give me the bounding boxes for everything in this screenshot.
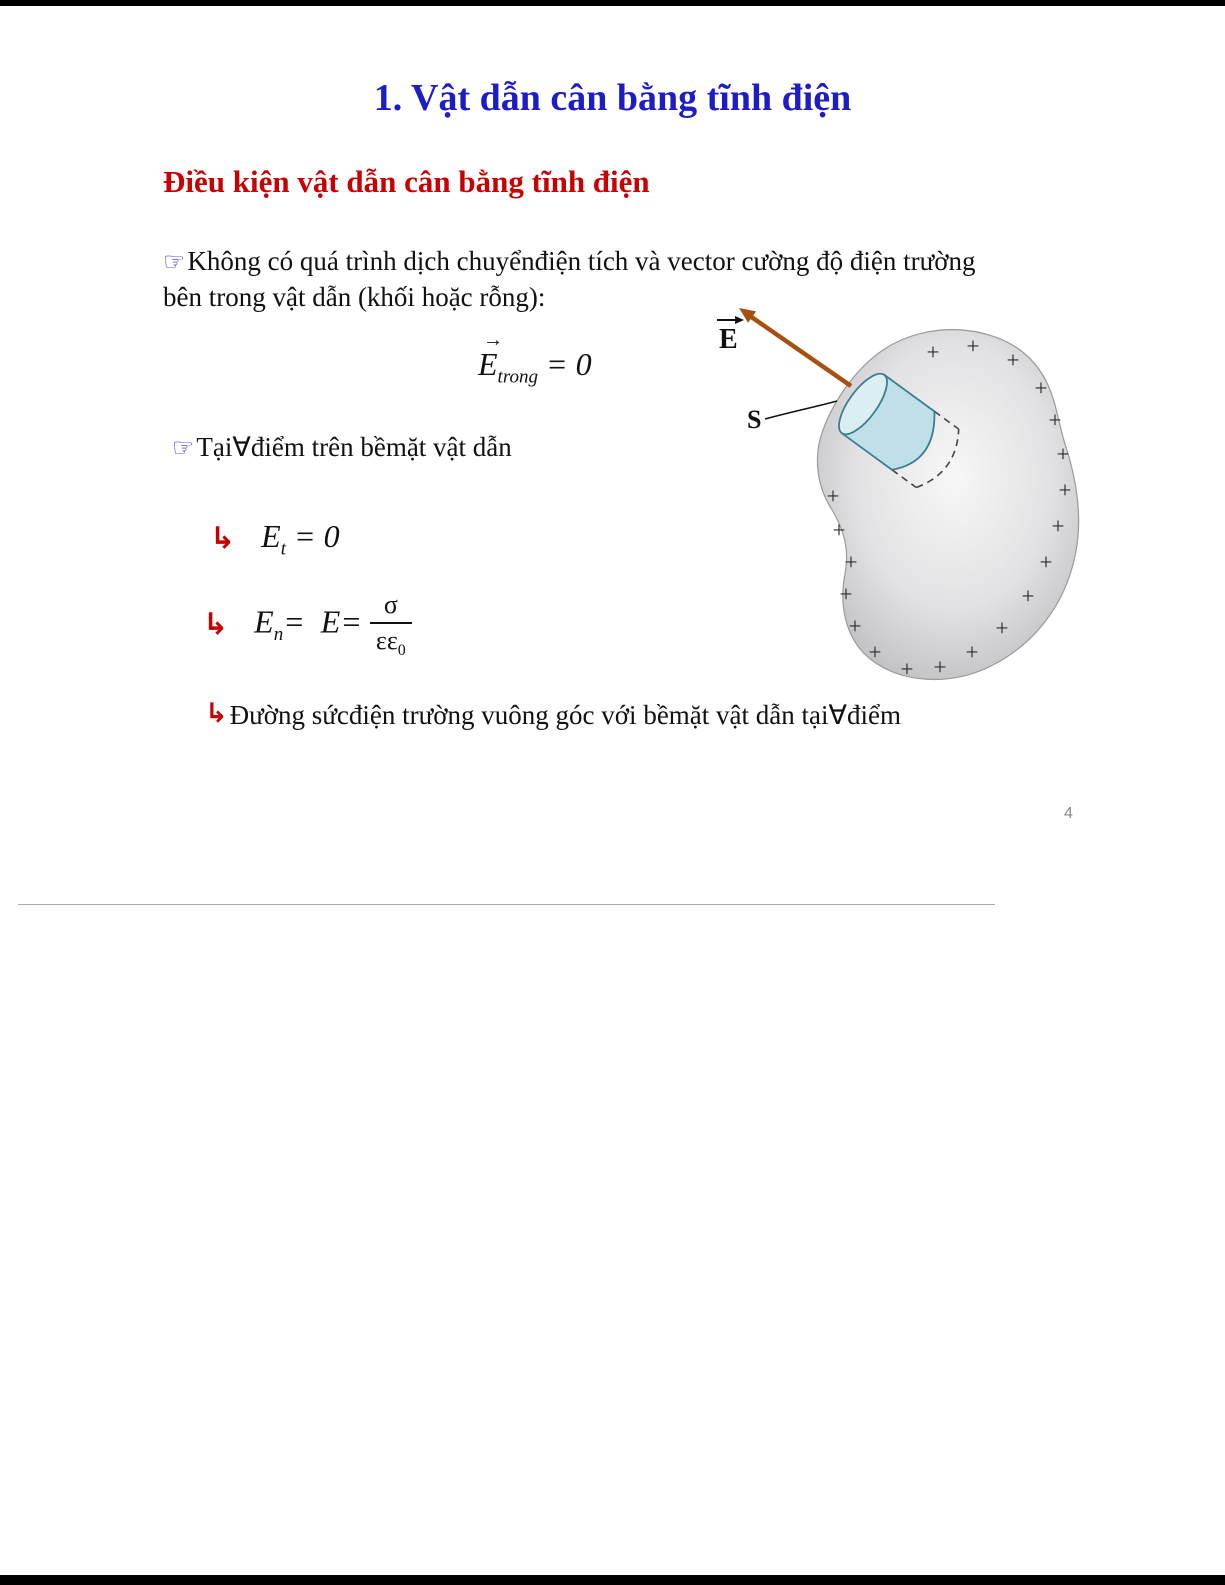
fraction-denominator: $\varepsilon\varepsilon_0$: [370, 622, 412, 660]
charge-plus-sign: +: [1034, 375, 1048, 401]
charge-plus-sign: +: [1039, 549, 1053, 575]
vector-e: [478, 329, 503, 383]
page-title: 1. Vật dẫn cân bằng tĩnh điện: [373, 77, 852, 119]
formula-subscript: t: [280, 538, 286, 560]
s-pointer-line: [765, 401, 837, 419]
charge-plus-sign: +: [832, 517, 846, 543]
section-heading: Điều kiện vật dẫn cân bằng tĩnh điện: [163, 164, 650, 199]
sub-bullet-en: [203, 590, 412, 660]
formula-e-trong: [478, 329, 592, 388]
bullet-2-text: Tại∀điểm trên bềmặt vật dẫn: [196, 432, 512, 462]
charge-plus-sign: +: [1051, 513, 1065, 539]
red-arrow-icon: ↳: [203, 607, 229, 643]
sub-bullet-field-lines: [205, 700, 901, 731]
slide-divider-line: [18, 904, 995, 905]
top-border: [0, 0, 1225, 6]
s-label: S: [747, 405, 762, 434]
formula-base: E: [254, 603, 274, 640]
charge-plus-sign: +: [1006, 347, 1020, 373]
charge-plus-sign: +: [926, 339, 940, 365]
formula-en: [254, 590, 412, 660]
charge-plus-sign: +: [848, 613, 862, 639]
charge-plus-sign: +: [1048, 407, 1062, 433]
e-vector-label: E: [719, 324, 738, 355]
charge-plus-sign: +: [966, 333, 980, 359]
red-arrow-icon: ↳: [210, 521, 236, 557]
red-arrow-icon: ↳: [205, 698, 228, 729]
sub-bullet-text: Đường sứcđiện trường vuông góc với bềmặt vật dẫn tại∀điểm: [229, 700, 901, 730]
pointing-hand-icon: ☞: [163, 247, 186, 276]
vector-arrow: →: [483, 329, 503, 351]
formula-base: E: [478, 346, 498, 382]
fraction: [370, 590, 412, 660]
equals-sign: =: [283, 603, 305, 640]
formula-base: E: [261, 518, 281, 554]
bullet-1-text: Không có quá trình dịch chuyểnđiện tích và vector cường độ điện trường bên trong vật dẫn (khối hoặc rỗng):: [163, 246, 976, 312]
charge-plus-sign: +: [826, 483, 840, 509]
bullet-2: [172, 430, 512, 466]
pointing-hand-icon: ☞: [172, 433, 195, 462]
equals-sign: =: [340, 603, 362, 640]
formula-rhs: = 0: [546, 346, 592, 382]
charge-plus-sign: +: [1056, 441, 1070, 467]
fraction-numerator: σ: [383, 590, 398, 619]
page-number: 4: [1064, 805, 1073, 822]
charge-plus-sign: +: [933, 654, 947, 680]
e-field-arrow: [750, 316, 851, 386]
formula-et: [261, 518, 339, 560]
charge-plus-sign: +: [995, 615, 1009, 641]
bottom-border: [0, 1575, 1225, 1585]
charge-plus-sign: +: [900, 656, 914, 682]
charge-plus-sign: +: [839, 581, 853, 607]
charge-plus-sign: +: [965, 639, 979, 665]
e-vector-bar-head: [735, 316, 744, 324]
charge-plus-sign: +: [1058, 477, 1072, 503]
conductor-figure: [703, 292, 1115, 694]
charge-plus-sign: +: [844, 549, 858, 575]
formula-subscript: n: [273, 623, 284, 645]
formula-rhs: = 0: [293, 518, 340, 554]
charge-plus-sign: +: [1021, 583, 1035, 609]
sub-bullet-et: [210, 518, 340, 560]
formula-subscript: trong: [497, 366, 539, 388]
charge-plus-sign: +: [868, 639, 882, 665]
formula-base: E: [320, 603, 341, 640]
